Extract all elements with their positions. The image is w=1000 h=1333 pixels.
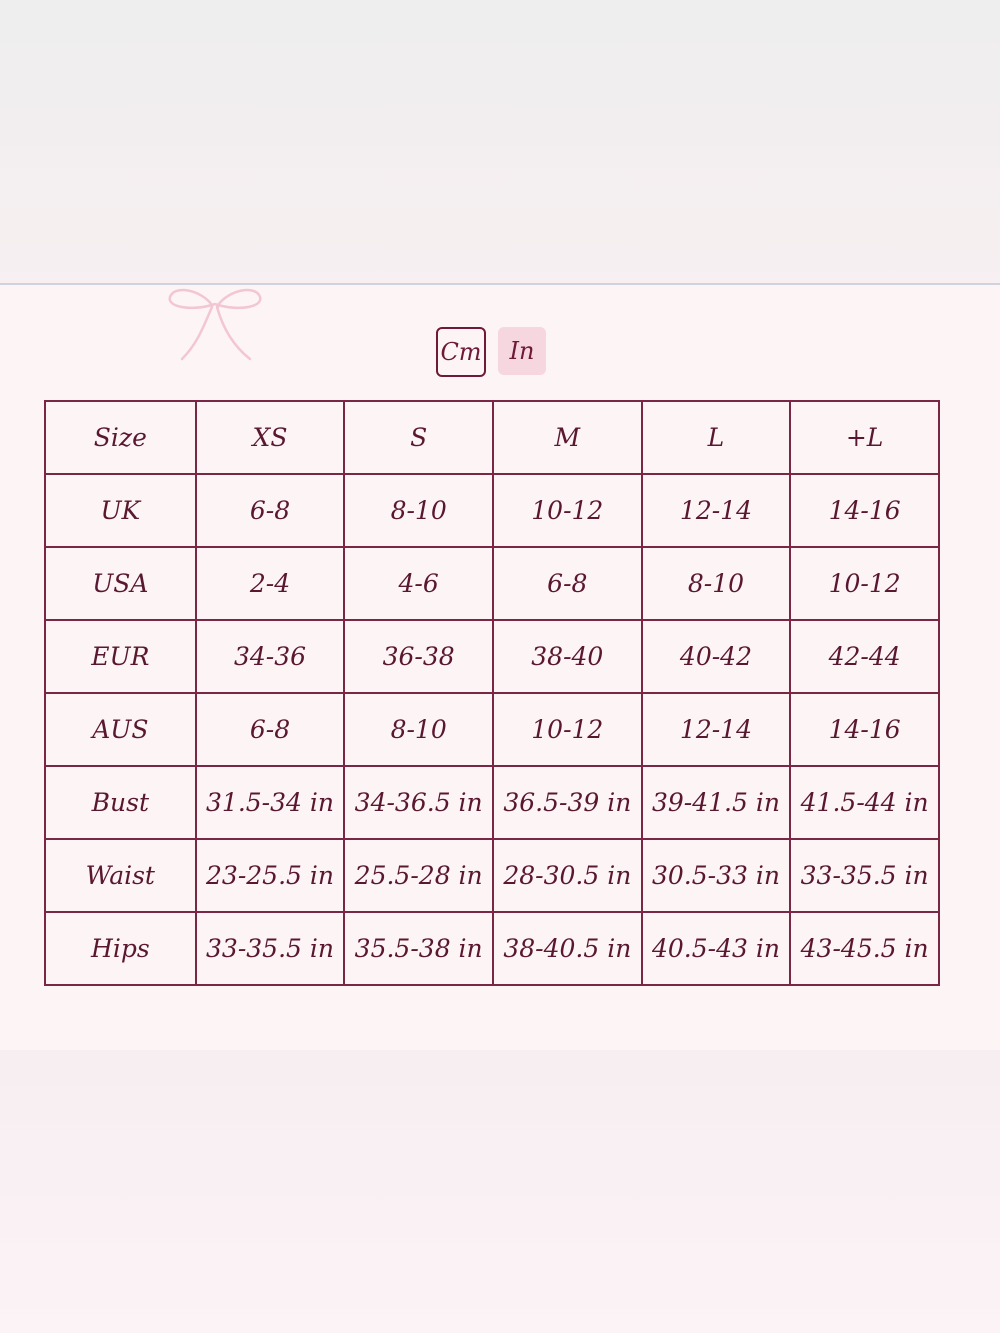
table-cell: 30.5-33 in — [642, 839, 791, 912]
row-label-cell: Waist — [45, 839, 196, 912]
top-background — [0, 0, 1000, 284]
table-cell: 36.5-39 in — [493, 766, 642, 839]
table-row — [45, 693, 939, 766]
row-label-cell: UK — [45, 474, 196, 547]
table-row — [45, 620, 939, 693]
table-cell: 12-14 — [642, 693, 791, 766]
table-row — [45, 912, 939, 985]
table-cell: 28-30.5 in — [493, 839, 642, 912]
table-cell: 10-12 — [493, 693, 642, 766]
table-row — [45, 547, 939, 620]
table-cell: 6-8 — [196, 474, 345, 547]
table-cell: 14-16 — [790, 474, 939, 547]
table-row — [45, 839, 939, 912]
table-cell: 43-45.5 in — [790, 912, 939, 985]
unit-cm-button[interactable]: Cm — [436, 327, 486, 377]
row-label-cell: AUS — [45, 693, 196, 766]
header-row — [45, 401, 939, 474]
table-cell: 6-8 — [493, 547, 642, 620]
size-header-cell: M — [493, 401, 642, 474]
row-label-cell: Bust — [45, 766, 196, 839]
table-cell: 38-40.5 in — [493, 912, 642, 985]
table-cell: 10-12 — [493, 474, 642, 547]
size-header-cell: +L — [790, 401, 939, 474]
table-cell: 36-38 — [344, 620, 493, 693]
size-header-cell: XS — [196, 401, 345, 474]
table-cell: 40-42 — [642, 620, 791, 693]
table-cell: 8-10 — [344, 693, 493, 766]
size-header-cell: L — [642, 401, 791, 474]
bow-icon — [160, 283, 270, 367]
table-cell: 25.5-28 in — [344, 839, 493, 912]
table-cell: 34-36 — [196, 620, 345, 693]
table-cell: 41.5-44 in — [790, 766, 939, 839]
table-cell: 8-10 — [642, 547, 791, 620]
table-cell: 10-12 — [790, 547, 939, 620]
table-cell: 34-36.5 in — [344, 766, 493, 839]
table-cell: 33-35.5 in — [790, 839, 939, 912]
bottom-background — [0, 1050, 1000, 1333]
unit-in-button[interactable]: In — [498, 327, 546, 375]
table-cell: 6-8 — [196, 693, 345, 766]
size-header-cell: S — [344, 401, 493, 474]
table-cell: 39-41.5 in — [642, 766, 791, 839]
table-cell: 33-35.5 in — [196, 912, 345, 985]
table-cell: 23-25.5 in — [196, 839, 345, 912]
row-label-cell: EUR — [45, 620, 196, 693]
unit-toggle — [436, 327, 546, 377]
table-cell: 4-6 — [344, 547, 493, 620]
table-cell: 14-16 — [790, 693, 939, 766]
table-cell: 42-44 — [790, 620, 939, 693]
row-label-cell: USA — [45, 547, 196, 620]
row-label-cell: Hips — [45, 912, 196, 985]
table-cell: 35.5-38 in — [344, 912, 493, 985]
table-cell: 2-4 — [196, 547, 345, 620]
table-cell: 8-10 — [344, 474, 493, 547]
header-label-cell: Size — [45, 401, 196, 474]
table-cell: 12-14 — [642, 474, 791, 547]
table-cell: 38-40 — [493, 620, 642, 693]
table-cell: 40.5-43 in — [642, 912, 791, 985]
table-row — [45, 474, 939, 547]
size-chart-table — [44, 400, 940, 986]
table-cell: 31.5-34 in — [196, 766, 345, 839]
table-row — [45, 766, 939, 839]
